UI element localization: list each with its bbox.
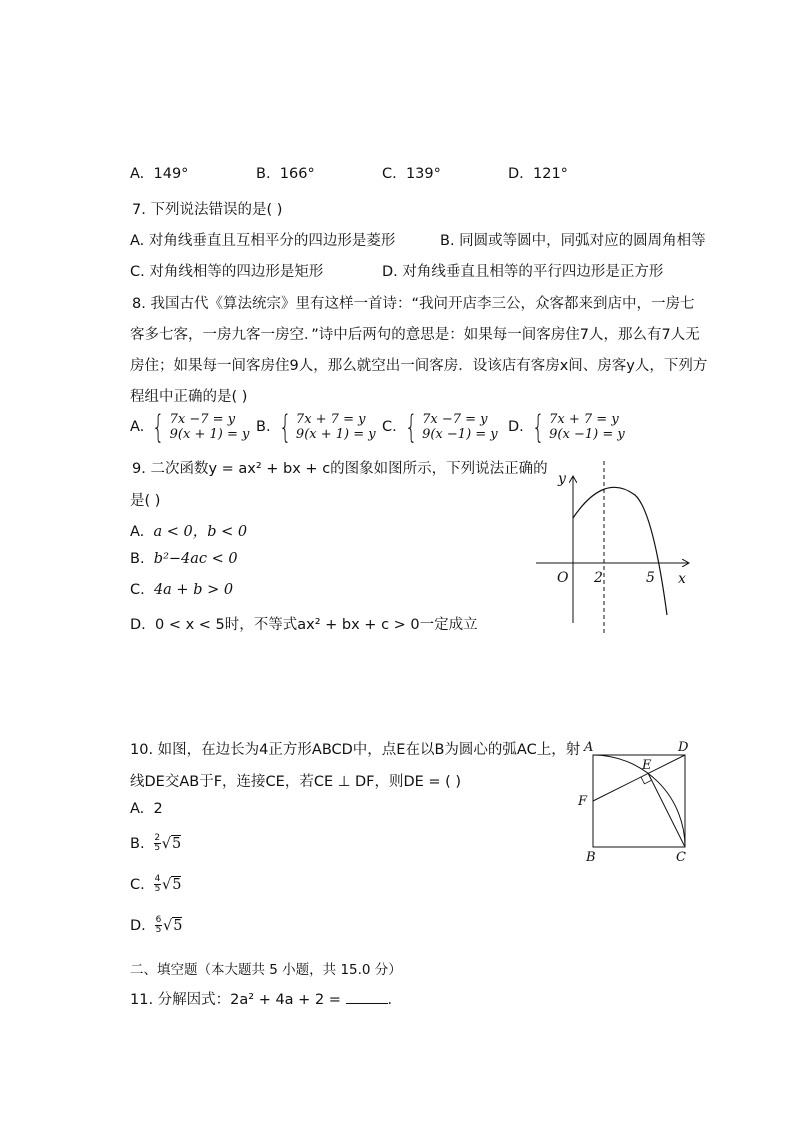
q7-option-d: D. 对角线垂直且相等的平行四边形是正方形 xyxy=(382,264,664,280)
q9-stem-line-1: 9. 二次函数y = ax² + bx + c的图象如图所示，下列说法正确的 xyxy=(132,461,548,477)
q7-option-a: A. 对角线垂直且互相平分的四边形是菱形 xyxy=(130,233,396,249)
q9-stem-line-2: 是( ) xyxy=(130,493,161,509)
q7-stem: 7. 下列说法错误的是( ) xyxy=(132,202,283,218)
arc-ac xyxy=(593,755,685,847)
label-a: A xyxy=(584,740,594,755)
q10-stem-line-1: 10. 如图，在边长为4正方形ABCD中，点E在以B为圆心的弧AC上，射 xyxy=(130,742,581,758)
segment-ce xyxy=(648,773,685,847)
q9-option-b: B. b²−4ac < 0 xyxy=(130,551,238,567)
q7-option-b: B. 同圆或等圆中，同弧对应的圆周角相等 xyxy=(440,233,706,249)
q8-stem-line-2: 客多七客，一房九客一房空．”诗中后两句的意思是：如果每一间客房住7人，那么有7人无 xyxy=(130,327,700,343)
label-d: D xyxy=(678,740,689,755)
q8-option-b: B. { 7x + 7 = y 9(x + 1) = y xyxy=(256,408,376,446)
parabola-curve xyxy=(573,487,667,615)
q7-option-c: C. 对角线相等的四边形是矩形 xyxy=(130,264,324,280)
q8-stem-line-1: 8. 我国古代《算法统宗》里有这样一首诗：“我问开店李三公，众客都来到店中，一房七 xyxy=(132,296,695,312)
q10-option-b: B. $\frac{2}{5}$ √5 xyxy=(130,833,182,853)
q10-option-c: C. $\frac{4}{5}$ √5 xyxy=(130,874,182,894)
tick-2-label: 2 xyxy=(594,570,603,586)
q8-stem-line-3: 房住；如果每一间客房住9人，那么就空出一间客房．设该店有客房x间、房客y人，下列方 xyxy=(130,358,708,374)
y-axis-label: y xyxy=(558,471,566,487)
q10-option-a: A. 2 xyxy=(130,801,163,817)
q6-option-c-text: 139° xyxy=(405,166,441,182)
q6-option-b: B. 166° xyxy=(256,166,315,182)
q10-stem-line-2: 线DE交AB于F，连接CE，若CE ⊥ DF，则DE = ( ) xyxy=(130,774,462,790)
label-c: C xyxy=(676,850,686,865)
x-axis-label: x xyxy=(678,571,686,587)
q8-option-c: C. { 7x −7 = y 9(x −1) = y xyxy=(382,408,498,446)
q8-stem-line-4: 程组中正确的是( ) xyxy=(130,389,248,405)
q6-option-d-text: 121° xyxy=(533,166,568,182)
q6-option-c: C. 139° xyxy=(382,166,441,182)
q6-option-a: A. 149° xyxy=(130,166,189,182)
q10-square-figure xyxy=(575,735,700,865)
label-f: F xyxy=(578,794,588,809)
q8-option-d: D. { 7x + 7 = y 9(x −1) = y xyxy=(508,408,625,446)
square-abcd xyxy=(593,755,685,847)
tick-5-label: 5 xyxy=(646,570,655,586)
q11-stem: 11. 分解因式：2a² + 4a + 2 = ． xyxy=(130,988,402,1009)
section-title: 二、填空题（本大题共 5 小题，共 15.0 分） xyxy=(130,962,402,978)
q10-option-d: D. $\frac{6}{5}$ √5 xyxy=(130,915,183,935)
q6-option-d: D. 121° xyxy=(508,166,568,182)
q6-option-b-text: 166° xyxy=(279,166,315,182)
label-e: E xyxy=(642,758,652,773)
q9-parabola-figure xyxy=(530,455,700,640)
ray-df xyxy=(593,755,685,801)
label-b: B xyxy=(586,850,596,865)
answer-blank[interactable] xyxy=(346,989,388,1004)
q9-option-c: C. 4a + b > 0 xyxy=(130,582,234,598)
q8-option-a: A. { 7x −7 = y 9(x + 1) = y xyxy=(130,408,250,446)
q9-option-a: A. a < 0，b < 0 xyxy=(130,524,248,540)
q9-option-d: D. 0 < x < 5时，不等式ax² + bx + c > 0一定成立 xyxy=(130,617,478,633)
origin-label: O xyxy=(557,570,569,586)
q6-option-a-text: 149° xyxy=(153,166,189,182)
